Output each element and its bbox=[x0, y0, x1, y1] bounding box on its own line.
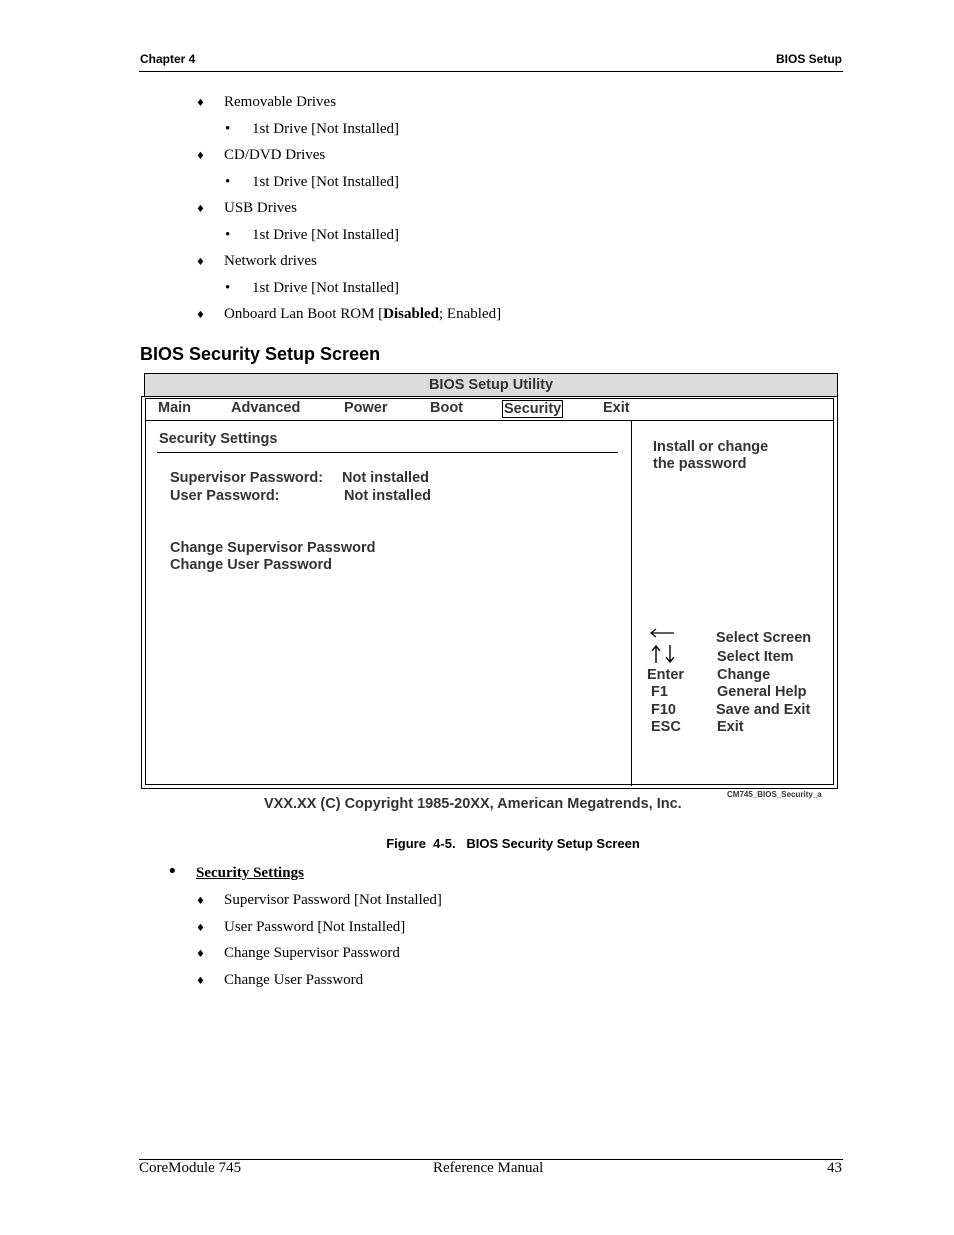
diamond-bullet-icon: ♦ bbox=[196, 98, 205, 109]
settings-heading: Security Settings bbox=[159, 431, 278, 447]
list-item: Network drives bbox=[224, 253, 317, 269]
key-action-change: Change bbox=[717, 667, 771, 683]
list-item: Supervisor Password [Not Installed] bbox=[224, 892, 442, 908]
dot-bullet-icon: • bbox=[225, 121, 231, 137]
menu-boot[interactable]: Boot bbox=[430, 400, 464, 416]
settings-heading-rule bbox=[157, 452, 618, 453]
diamond-bullet-icon: ♦ bbox=[196, 257, 205, 268]
bios-title-bar: BIOS Setup Utility bbox=[144, 373, 838, 397]
up-down-arrows-icon bbox=[650, 643, 678, 665]
list-item: 1st Drive [Not Installed] bbox=[252, 174, 400, 190]
bios-copyright: VXX.XX (C) Copyright 1985-20XX, American Megatrends, Inc. bbox=[264, 796, 682, 812]
section-title: BIOS Security Setup Screen bbox=[140, 344, 381, 364]
list-item: Removable Drives bbox=[224, 94, 337, 110]
diamond-bullet-icon: ♦ bbox=[196, 923, 205, 934]
menu-security-selected[interactable]: Security bbox=[504, 401, 562, 417]
key-f10: F10 bbox=[651, 702, 676, 718]
key-action-exit: Exit bbox=[717, 719, 744, 735]
footer-page-number: 43 bbox=[827, 1160, 842, 1176]
user-password-value: Not installed bbox=[344, 488, 432, 504]
menu-exit[interactable]: Exit bbox=[603, 400, 630, 416]
menu-advanced[interactable]: Advanced bbox=[231, 400, 301, 416]
change-user-password-item[interactable]: Change User Password bbox=[170, 557, 332, 573]
list-item: 1st Drive [Not Installed] bbox=[252, 121, 400, 137]
help-text-line1: Install or change bbox=[653, 439, 769, 455]
key-esc: ESC bbox=[651, 719, 681, 735]
figure-image-tag: CM745_BIOS_Security_a bbox=[727, 790, 822, 799]
diamond-bullet-icon: ♦ bbox=[196, 896, 205, 907]
key-action-general-help: General Help bbox=[717, 684, 807, 700]
diamond-bullet-icon: ♦ bbox=[196, 310, 205, 321]
user-password-label: User Password: bbox=[170, 488, 280, 504]
supervisor-password-value: Not installed bbox=[342, 470, 430, 486]
key-enter: Enter bbox=[647, 667, 685, 683]
bios-menu-rule bbox=[145, 420, 834, 421]
menu-main[interactable]: Main bbox=[158, 400, 192, 416]
footer-manual: Reference Manual bbox=[433, 1160, 544, 1176]
menu-power[interactable]: Power bbox=[344, 400, 388, 416]
figure-caption: Figure 4-5. BIOS Security Setup Screen bbox=[386, 836, 640, 851]
list-item: Change Supervisor Password bbox=[224, 945, 400, 961]
diamond-bullet-icon: ♦ bbox=[196, 976, 205, 987]
list-item: USB Drives bbox=[224, 200, 297, 216]
dot-bullet-icon: • bbox=[225, 280, 231, 296]
bios-help-divider bbox=[631, 420, 632, 786]
header-rule bbox=[139, 71, 843, 72]
list-item: 1st Drive [Not Installed] bbox=[252, 227, 400, 243]
list-item: User Password [Not Installed] bbox=[224, 919, 406, 935]
supervisor-password-label: Supervisor Password: bbox=[170, 470, 324, 486]
header-chapter: Chapter 4 bbox=[140, 52, 196, 66]
footer-product: CoreModule 745 bbox=[139, 1160, 242, 1176]
change-supervisor-password-item[interactable]: Change Supervisor Password bbox=[170, 540, 376, 556]
list-item: 1st Drive [Not Installed] bbox=[252, 280, 400, 296]
key-action-save-and-exit: Save and Exit bbox=[716, 702, 811, 718]
list-item: CD/DVD Drives bbox=[224, 147, 326, 163]
help-text-line2: the password bbox=[653, 456, 747, 472]
diamond-bullet-icon: ♦ bbox=[196, 151, 205, 162]
dot-bullet-icon: • bbox=[225, 227, 231, 243]
security-settings-heading: Security Settings bbox=[196, 865, 304, 881]
dot-bullet-icon: • bbox=[167, 861, 178, 882]
dot-bullet-icon: • bbox=[225, 174, 231, 190]
key-action-select-item: Select Item bbox=[717, 649, 794, 665]
header-section: BIOS Setup bbox=[775, 52, 842, 66]
list-item: Change User Password bbox=[224, 972, 364, 988]
key-action-select-screen: Select Screen bbox=[716, 630, 812, 646]
diamond-bullet-icon: ♦ bbox=[196, 204, 205, 215]
key-f1: F1 bbox=[651, 684, 668, 700]
list-item-lan-boot-rom: Onboard Lan Boot ROM [Disabled; Enabled] bbox=[224, 306, 502, 322]
diamond-bullet-icon: ♦ bbox=[196, 949, 205, 960]
left-arrow-icon bbox=[648, 627, 676, 639]
